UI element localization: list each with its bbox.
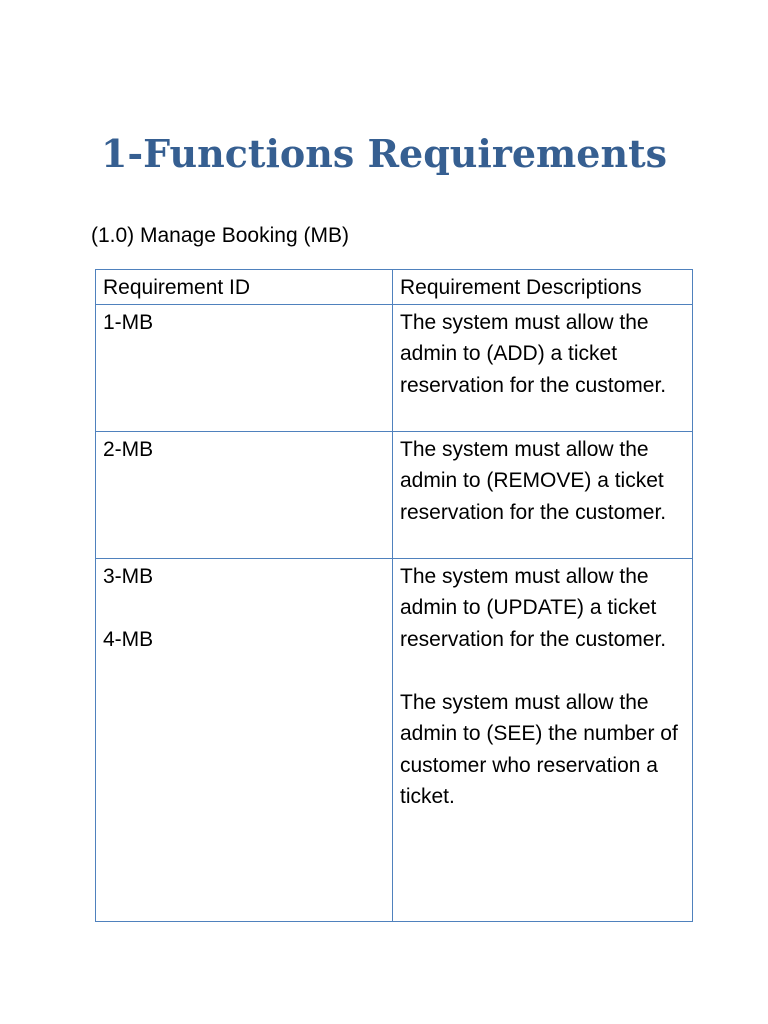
section-heading: (1.0) Manage Booking (MB) [91, 224, 349, 247]
requirements-table [95, 269, 693, 922]
requirement-id-cell-group [96, 558, 393, 921]
requirement-id-cell: 1-MB [96, 304, 393, 431]
requirement-description: The system must allow the admin to (SEE) the number of customer who reservation a ticket. [400, 690, 678, 808]
paragraph-spacer [103, 592, 386, 624]
table-header-row [96, 270, 693, 305]
requirement-id: 4-MB [103, 627, 154, 651]
page-title: 1-Functions Requirements [100, 131, 668, 176]
table-row [96, 304, 693, 431]
paragraph-spacer [400, 655, 686, 687]
header-requirement-descriptions: Requirement Descriptions [393, 270, 693, 305]
requirement-description-cell: The system must allow the admin to (REMOVE) a ticket reservation for the customer. [393, 431, 693, 558]
table-row [96, 431, 693, 558]
requirement-id: 3-MB [103, 564, 154, 588]
header-requirement-id: Requirement ID [96, 270, 393, 305]
table-row [96, 558, 693, 921]
requirement-id-cell: 2-MB [96, 431, 393, 558]
requirement-description-cell: The system must allow the admin to (ADD) a ticket reservation for the customer. [393, 304, 693, 431]
requirement-description: The system must allow the admin to (UPDATE) a ticket reservation for the customer. [400, 564, 667, 651]
requirement-description-cell-group [393, 558, 693, 921]
